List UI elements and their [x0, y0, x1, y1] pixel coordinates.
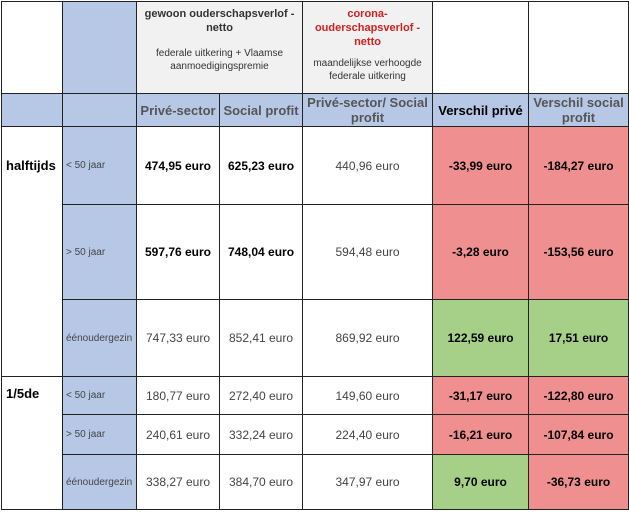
value-diff-prive: 122,59 euro [433, 300, 529, 377]
empty-header-cell [433, 2, 529, 94]
column-header-verschil-prive: Verschil privé [433, 94, 529, 127]
column-header-prive: Privé-sector [137, 94, 220, 127]
comparison-table [1, 1, 629, 510]
table-row [2, 377, 629, 415]
value-diff-social: -107,84 euro [529, 415, 629, 455]
value-prive: 338,27 euro [137, 455, 220, 510]
gewoon-subtitle: federale uitkering + Vlaamse aanmoedigingspremie [155, 48, 284, 72]
column-header-empty [2, 94, 63, 127]
column-header-social: Social profit [220, 94, 303, 127]
value-corona: 594,48 euro [303, 205, 433, 300]
value-diff-prive: 9,70 euro [433, 455, 529, 510]
value-corona: 869,92 euro [303, 300, 433, 377]
value-prive: 180,77 euro [137, 377, 220, 415]
group-label-halftijds: halftijds [2, 127, 63, 377]
value-diff-social: -153,56 euro [529, 205, 629, 300]
value-prive: 474,95 euro [137, 127, 220, 205]
corona-title: corona-ouderschapsverlof - netto [314, 8, 421, 48]
group-label-vijfde: 1/5de [2, 377, 63, 510]
value-social: 625,23 euro [220, 127, 303, 205]
value-diff-social: 17,51 euro [529, 300, 629, 377]
column-header-prive-social: Privé-sector/ Social profit [303, 94, 433, 127]
value-diff-prive: -31,17 euro [433, 377, 529, 415]
age-label: éénoudergezin [63, 455, 137, 510]
value-corona: 347,97 euro [303, 455, 433, 510]
value-diff-prive: -3,28 euro [433, 205, 529, 300]
value-corona: 149,60 euro [303, 377, 433, 415]
value-diff-social: -184,27 euro [529, 127, 629, 205]
value-diff-social: -36,73 euro [529, 455, 629, 510]
age-label: < 50 jaar [63, 377, 137, 415]
table-row [2, 127, 629, 205]
column-header-empty [63, 94, 137, 127]
age-label: > 50 jaar [63, 415, 137, 455]
table-row [2, 415, 629, 455]
value-prive: 240,61 euro [137, 415, 220, 455]
value-corona: 224,40 euro [303, 415, 433, 455]
age-label: éénoudergezin [63, 300, 137, 377]
corona-header [303, 2, 433, 94]
empty-header-cell [529, 2, 629, 94]
value-diff-prive: -16,21 euro [433, 415, 529, 455]
age-label: < 50 jaar [63, 127, 137, 205]
corner-cell-blue [63, 2, 137, 94]
value-diff-prive: -33,99 euro [433, 127, 529, 205]
column-header-verschil-social: Verschil social profit [529, 94, 629, 127]
table-row [2, 300, 629, 377]
table-row [2, 205, 629, 300]
value-social: 332,24 euro [220, 415, 303, 455]
value-prive: 747,33 euro [137, 300, 220, 377]
value-diff-social: -122,80 euro [529, 377, 629, 415]
value-corona: 440,96 euro [303, 127, 433, 205]
column-header-row [2, 94, 629, 127]
corona-subtitle: maandelijkse verhoogde federale uitkering [313, 58, 422, 82]
header-row-top [2, 2, 629, 94]
value-social: 272,40 euro [220, 377, 303, 415]
value-prive: 597,76 euro [137, 205, 220, 300]
table-row [2, 455, 629, 510]
value-social: 748,04 euro [220, 205, 303, 300]
value-social: 384,70 euro [220, 455, 303, 510]
age-label: > 50 jaar [63, 205, 137, 300]
gewoon-header [137, 2, 303, 94]
gewoon-title: gewoon ouderschapsverlof - netto [144, 8, 295, 34]
value-social: 852,41 euro [220, 300, 303, 377]
corner-cell [2, 2, 63, 94]
